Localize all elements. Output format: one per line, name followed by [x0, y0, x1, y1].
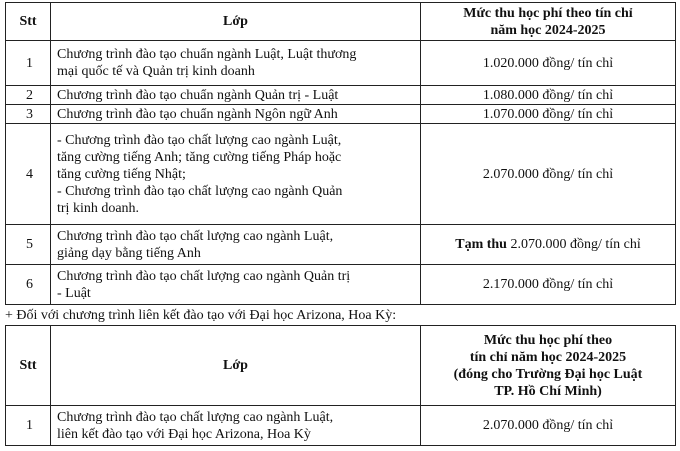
header-fee-line: Mức thu học phí theo tín chỉ — [463, 5, 633, 21]
row-program — [51, 124, 421, 225]
row-program — [51, 225, 421, 265]
program-line: - Luật — [57, 285, 91, 301]
row-fee — [421, 86, 676, 105]
fee-value: 2.070.000 đồng/ tín chỉ — [506, 237, 641, 252]
header-stt: Stt — [6, 326, 51, 406]
table-header-row — [6, 3, 676, 41]
arizona-note: + Đối với chương trình liên kết đào tạo với Đại học Arizona, Hoa Kỳ: — [5, 308, 397, 323]
header-lop: Lớp — [51, 3, 421, 41]
program-line: - Chương trình đào tạo chất lượng cao ngành Luật, — [57, 132, 342, 148]
program-line: mại quốc tế và Quản trị kinh doanh — [57, 64, 255, 79]
table-row — [6, 225, 676, 265]
row-fee — [421, 41, 676, 86]
row-fee — [421, 406, 676, 446]
header-stt: Stt — [6, 3, 51, 41]
fee-value: 1.020.000 đồng/ tín chỉ — [482, 55, 614, 71]
header-fee-line: tín chỉ năm học 2024-2025 — [469, 349, 627, 365]
header-fee-line: TP. Hồ Chí Minh) — [494, 383, 602, 399]
row-fee — [421, 265, 676, 305]
row-fee — [421, 225, 676, 265]
header-lop: Lớp — [51, 326, 421, 406]
table-row — [6, 406, 676, 446]
table-row — [6, 124, 676, 225]
row-stt: 1 — [6, 406, 51, 446]
fee-value: 1.070.000 đồng/ tín chỉ — [482, 106, 614, 122]
row-fee — [421, 124, 676, 225]
program-line: tăng cường tiếng Nhật; — [57, 166, 186, 182]
fee-value: 2.070.000 đồng/ tín chỉ — [482, 418, 614, 433]
header-fee — [421, 3, 676, 41]
fee-value: 1.080.000 đồng/ tín chỉ — [482, 87, 614, 103]
header-fee-line: Mức thu học phí theo — [483, 332, 613, 348]
header-fee-line: năm học 2024-2025 — [490, 22, 606, 38]
program-line: - Chương trình đào tạo chất lượng cao ngành Quản — [57, 183, 343, 199]
row-program — [51, 41, 421, 86]
tuition-table-main — [5, 2, 676, 305]
row-stt: 6 — [6, 265, 51, 305]
program-line: liên kết đào tạo với Đại học Arizona, Hoa Kỳ — [57, 426, 311, 442]
program-line: Chương trình đào tạo chất lượng cao ngành Luật, — [57, 409, 334, 425]
program-line: Chương trình đào tạo chất lượng cao ngành Luật, — [57, 228, 334, 244]
row-stt: 2 — [6, 86, 51, 105]
header-fee — [421, 326, 676, 406]
row-program — [51, 105, 421, 124]
tuition-table-arizona — [5, 325, 676, 446]
fee-value: 2.170.000 đồng/ tín chỉ — [482, 277, 614, 292]
program-line: tăng cường tiếng Anh; tăng cường tiếng Pháp hoặc — [57, 149, 342, 165]
program-line: giảng dạy bằng tiếng Anh — [57, 245, 201, 261]
row-stt: 5 — [6, 225, 51, 265]
row-stt: 3 — [6, 105, 51, 124]
row-stt: 4 — [6, 124, 51, 225]
header-fee-line: (đóng cho Trường Đại học Luật — [453, 366, 643, 382]
table-row — [6, 86, 676, 105]
program-line: trị kinh doanh. — [57, 200, 140, 216]
row-program — [51, 86, 421, 105]
program-line: Chương trình đào tạo chuẩn ngành Ngôn ngữ Anh — [57, 106, 338, 122]
table-row — [6, 265, 676, 305]
fee-prefix: Tạm thu — [455, 237, 507, 252]
table-header-row — [6, 326, 676, 406]
row-program — [51, 265, 421, 305]
row-fee — [421, 105, 676, 124]
row-program — [51, 406, 421, 446]
table-row — [6, 105, 676, 124]
table-row — [6, 41, 676, 86]
fee-value: 2.070.000 đồng/ tín chỉ — [482, 166, 614, 182]
program-line: Chương trình đào tạo chuẩn ngành Quản trị - Luật — [57, 87, 339, 103]
row-stt: 1 — [6, 41, 51, 86]
program-line: Chương trình đào tạo chuẩn ngành Luật, Luật thương — [57, 47, 357, 62]
program-line: Chương trình đào tạo chất lượng cao ngành Quản trị — [57, 268, 351, 284]
